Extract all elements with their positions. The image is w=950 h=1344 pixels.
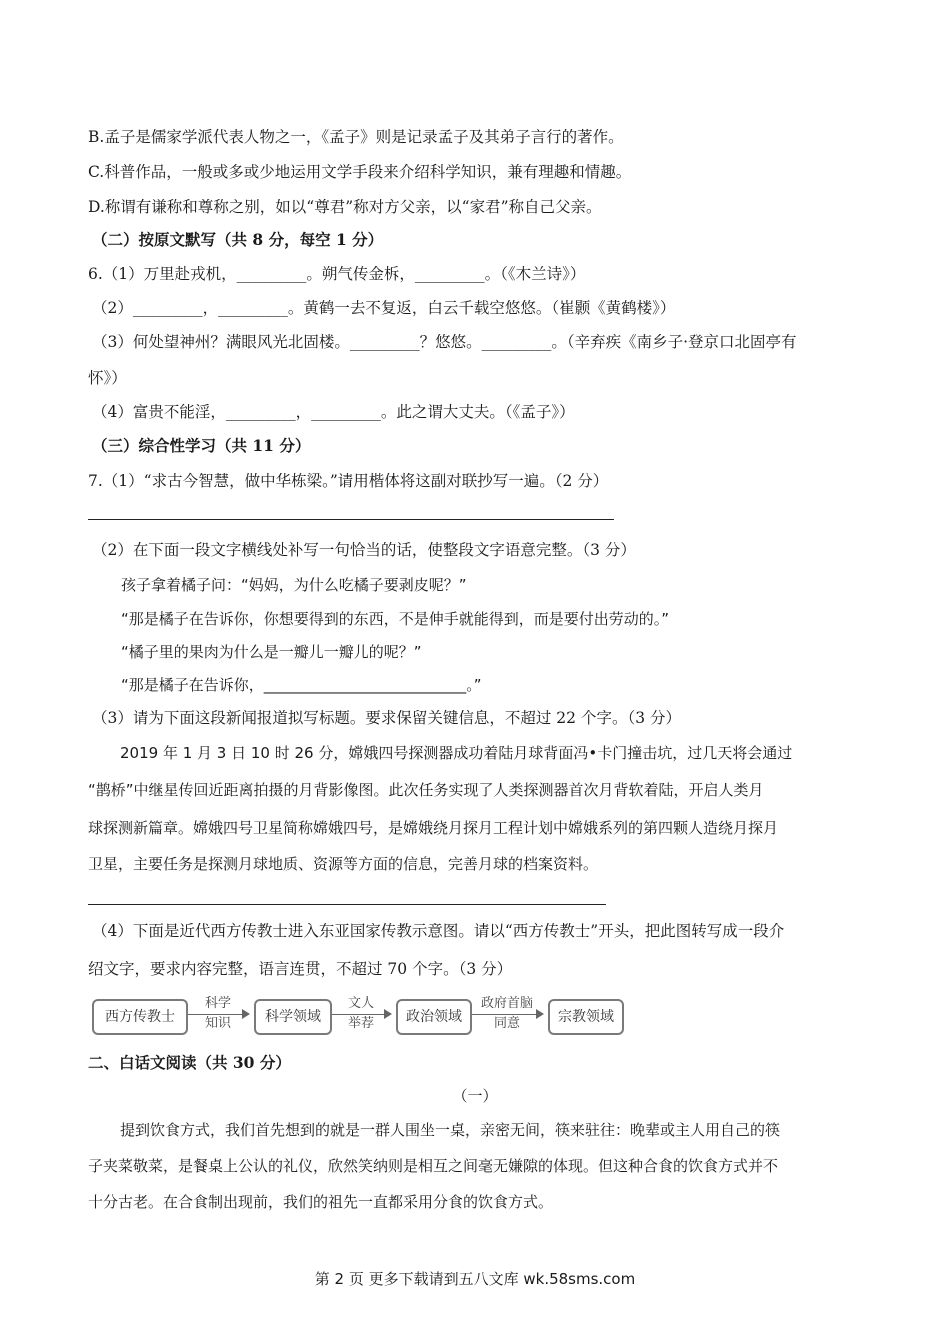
arrow-3-top-label: 政府首脑	[480, 996, 533, 1011]
diagram-arrow-1	[188, 1014, 248, 1015]
arrow-2-bottom-label: 举荐	[347, 1016, 374, 1031]
passage-line-1: 提到饮食方式，我们首先想到的就是一群人围坐一桌，亲密无间，筷来驻往：晚辈或主人用自己的筷	[120, 1121, 781, 1139]
news-line-2: “鹊桥”中继星传回近距离拍摄的月背影像图。此次任务实现了人类探测器首次月背软着陆，开启人类月	[88, 781, 764, 799]
question-7-4-cont: 绍文字，要求内容完整，语言连贯，不超过 70 个字。（3 分）	[88, 960, 513, 978]
news-line-3: 球探测新篇章。嫦娥四号卫星简称嫦娥四号，是嫦娥绕月探月工程计划中嫦娥系列的第四颗人造绕月探月	[88, 819, 779, 837]
dialogue-line-1: 孩子拿着橘子问：“妈妈，为什么吃橘子要剥皮呢？”	[121, 576, 467, 594]
question-6-3-cont: 怀》）	[88, 369, 127, 387]
question-6-1: 6.（1）万里赴戎机，_________。朔气传金柝，_________。（《木兰诗》）	[88, 265, 586, 283]
answer-line-7-1	[88, 519, 614, 520]
arrow-3-bottom-label: 同意	[493, 1016, 520, 1031]
diagram-arrow-2	[332, 1014, 390, 1015]
diagram-box-politics: 政治领域	[396, 999, 472, 1035]
question-6-2: （2）_________，_________。黄鹤一去不复返，白云千载空悠悠。（崔颢《黄鹤楼》）	[92, 299, 676, 317]
arrow-1-top-label: 科学	[204, 996, 231, 1011]
arrow-2-top-label: 文人	[347, 996, 374, 1011]
subsection-marker: （一）	[452, 1087, 498, 1105]
diagram-box-missionary: 西方传教士	[92, 999, 188, 1035]
option-b: B.孟子是儒家学派代表人物之一，《孟子》则是记录孟子及其弟子言行的著作。	[88, 128, 624, 146]
answer-line-7-3	[88, 904, 606, 905]
question-6-4: （4）富贵不能淫，_________，_________。此之谓大丈夫。（《孟子》）	[92, 403, 575, 421]
option-d: D.称谓有谦称和尊称之别，如以“尊君”称对方父亲，以“家君”称自己父亲。	[88, 198, 602, 216]
part-heading-reading: 二、白话文阅读（共 30 分）	[88, 1053, 291, 1072]
section-heading-dictation: （二）按原文默写（共 8 分，每空 1 分）	[92, 230, 384, 249]
option-c: C.科普作品，一般或多或少地运用文学手段来介绍科学知识，兼有理趣和情趣。	[88, 163, 632, 181]
arrow-1-bottom-label: 知识	[204, 1016, 231, 1031]
question-7-3: （3）请为下面这段新闻报道拟写标题。要求保留关键信息，不超过 22 个字。（3 分）	[92, 709, 681, 727]
question-7-2: （2）在下面一段文字横线处补写一句恰当的话，使整段文字语意完整。（3 分）	[92, 541, 636, 559]
dialogue-line-3: “橘子里的果肉为什么是一瓣儿一瓣儿的呢？”	[121, 643, 422, 661]
question-7-4: （4）下面是近代西方传教士进入东亚国家传教示意图。请以“西方传教士”开头，把此图转写成一段介	[92, 922, 785, 940]
section-heading-comprehensive: （三）综合性学习（共 11 分）	[92, 436, 311, 455]
dialogue-line-4: “那是橘子在告诉你，___________________________。”	[121, 676, 482, 694]
dialogue-line-2: “那是橘子在告诉你，你想要得到的东西，不是伸手就能得到，而是要付出劳动的。”	[121, 610, 670, 628]
diagram-box-religion: 宗教领域	[548, 999, 624, 1035]
passage-line-3: 十分古老。在合食制出现前，我们的祖先一直都采用分食的饮食方式。	[88, 1193, 554, 1211]
question-7-1: 7.（1）“求古今智慧，做中华栋梁。”请用楷体将这副对联抄写一遍。（2 分）	[88, 472, 609, 490]
diagram-arrow-3	[472, 1014, 542, 1015]
news-line-4: 卫星，主要任务是探测月球地质、资源等方面的信息，完善月球的档案资料。	[88, 855, 599, 873]
diagram-box-science: 科学领域	[254, 999, 332, 1035]
question-6-3: （3）何处望神州？满眼风光北固楼。_________？悠悠。_________。（辛弃疾《南乡子·登京口北固亭有	[92, 333, 797, 351]
passage-line-2: 子夹菜敬菜，是餐桌上公认的礼仪，欣然笑纳则是相互之间毫无嫌隙的体现。但这种合食的饮食方式并不	[88, 1157, 779, 1175]
page-footer: 第 2 页 更多下载请到五八文库 wk.58sms.com	[314, 1270, 636, 1288]
news-line-1: 2019 年 1 月 3 日 10 时 26 分，嫦娥四号探测器成功着陆月球背面冯•卡门撞击坑，过几天将会通过	[120, 744, 793, 762]
